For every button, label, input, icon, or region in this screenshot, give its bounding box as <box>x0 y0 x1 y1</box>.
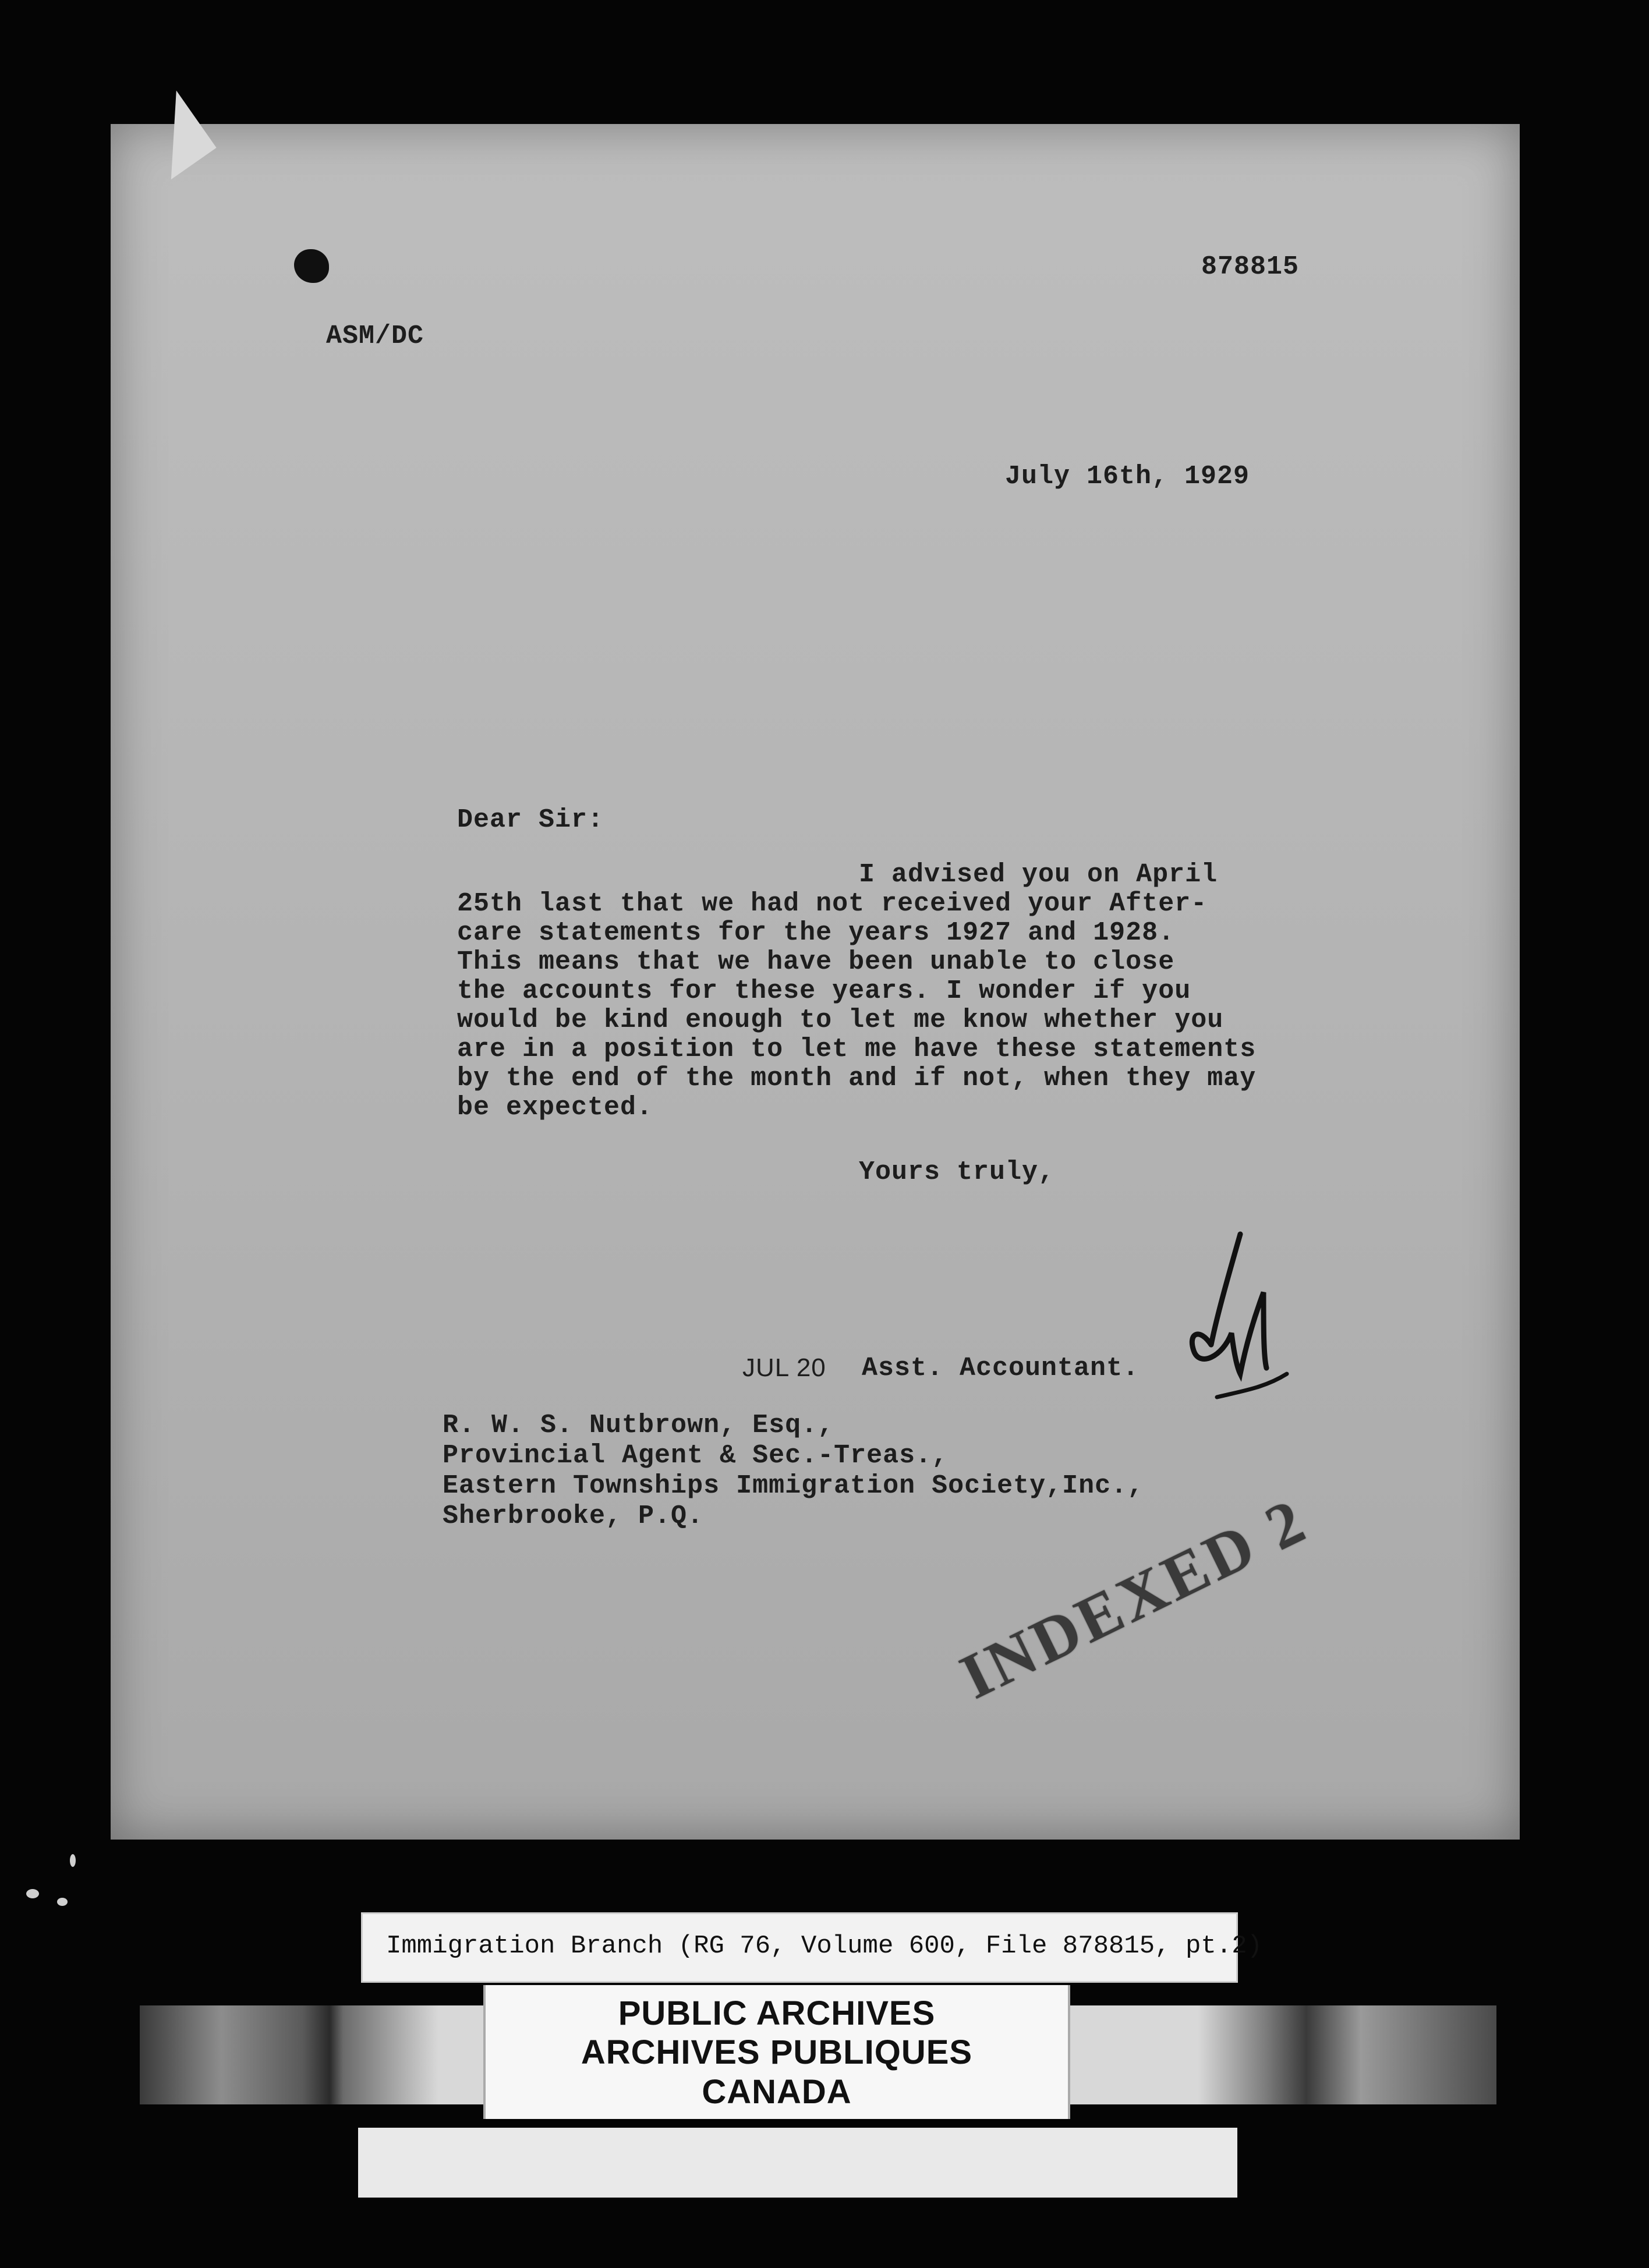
archives-line: CANADA <box>702 2073 852 2111</box>
punch-hole <box>294 249 329 283</box>
file-number: 878815 <box>1201 252 1300 282</box>
archive-citation-label <box>361 1912 1263 1983</box>
archives-stamp <box>483 1985 1070 2119</box>
lower-label-strip <box>358 2128 1237 2198</box>
dust-speck <box>57 1898 68 1906</box>
body-line: by the end of the month and if not, when they may <box>457 1064 1257 1093</box>
dust-speck <box>70 1854 76 1867</box>
received-date-stamp: JUL 20 <box>742 1353 826 1382</box>
signer-title: Asst. Accountant. <box>862 1353 1140 1383</box>
body-line: 25th last that we had not received your After- <box>457 889 1208 919</box>
body-line: are in a position to let me have these statements <box>457 1034 1257 1064</box>
body-line: I advised you on April <box>859 860 1218 890</box>
reference-initials: ASM/DC <box>326 321 424 351</box>
archives-line: ARCHIVES PUBLIQUES <box>581 2033 973 2071</box>
salutation: Dear Sir: <box>457 805 604 835</box>
body-line: care statements for the years 1927 and 1928. <box>457 918 1175 948</box>
letter-date: July 16th, 1929 <box>1005 462 1250 491</box>
body-line: be expected. <box>457 1093 653 1122</box>
address-line: R. W. S. Nutbrown, Esq., <box>443 1411 834 1440</box>
closing: Yours truly, <box>859 1157 1055 1187</box>
body-line: the accounts for these years. I wonder if you <box>457 976 1191 1006</box>
address-line: Sherbrooke, P.Q. <box>443 1501 704 1531</box>
indexed-stamp: INDEXED 2 <box>949 1484 1318 1713</box>
body-line: would be kind enough to let me know whether you <box>457 1005 1224 1035</box>
archives-line: PUBLIC ARCHIVES <box>618 1994 936 2032</box>
address-line: Provincial Agent & Sec.-Treas., <box>443 1441 949 1470</box>
dust-speck <box>26 1889 39 1898</box>
handwritten-initials-signature <box>1176 1228 1293 1403</box>
archive-citation: Immigration Branch (RG 76, Volume 600, File 878815, pt.2) <box>386 1932 1263 1961</box>
address-line: Eastern Townships Immigration Society,Inc., <box>443 1471 1144 1501</box>
body-line: This means that we have been unable to close <box>457 947 1175 977</box>
